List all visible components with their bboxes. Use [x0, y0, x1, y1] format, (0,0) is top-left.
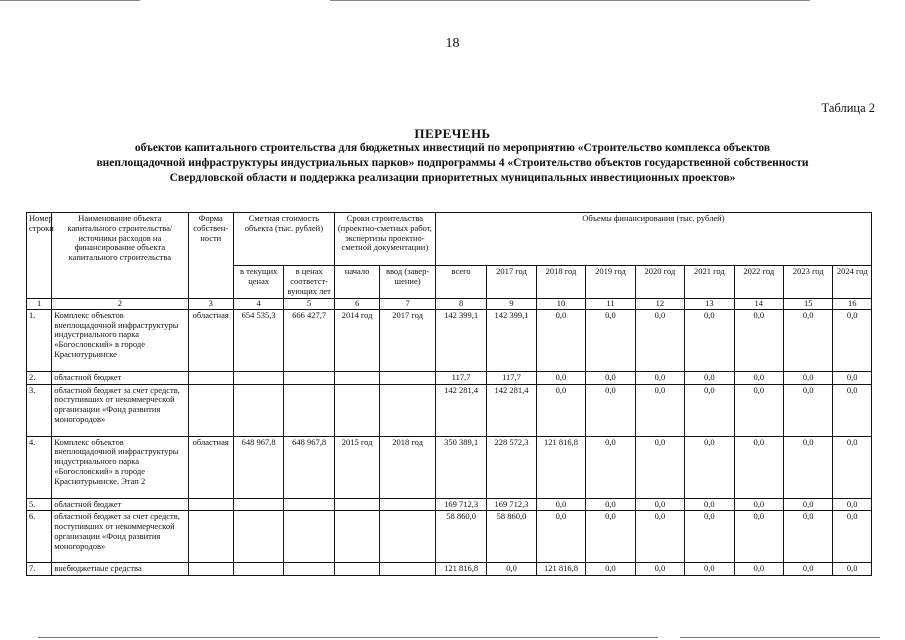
table-row [27, 384, 872, 436]
year-value-cell: 0,0 [833, 309, 872, 371]
cost-current-cell [233, 563, 283, 576]
cost-years-cell [284, 498, 334, 511]
total-cell: 350 389,1 [435, 436, 486, 498]
year-value-cell: 0,0 [685, 309, 734, 371]
end-cell: 2017 год [380, 309, 436, 371]
year-value-cell: 0,0 [536, 309, 585, 371]
ownership-cell: областная [188, 436, 233, 498]
header-year: 2018 год [536, 266, 585, 299]
total-cell: 142 399,1 [435, 309, 486, 371]
table-row [27, 309, 872, 371]
year-value-cell: 0,0 [635, 384, 684, 436]
year-value-cell: 0,0 [586, 384, 635, 436]
start-cell [334, 498, 379, 511]
object-name-cell: областной бюджет [52, 498, 188, 511]
header-year: 2020 год [635, 266, 684, 299]
column-number: 3 [188, 299, 233, 310]
year-value-cell: 0,0 [685, 371, 734, 384]
cost-years-cell [284, 371, 334, 384]
table-label: Таблица 2 [821, 101, 875, 115]
header-row-number: Номер строки [27, 213, 52, 299]
year-value-cell: 0,0 [536, 498, 585, 511]
scan-bottom-edge [0, 637, 905, 639]
year-value-cell: 0,0 [784, 436, 833, 498]
year-value-cell: 0,0 [635, 371, 684, 384]
year-value-cell: 0,0 [734, 371, 783, 384]
total-cell: 142 281,4 [435, 384, 486, 436]
title-heading: ПЕРЕЧЕНЬ [414, 126, 491, 141]
year-value-cell: 0,0 [586, 511, 635, 563]
start-cell [334, 384, 379, 436]
object-name-cell: Комплекс объектов внеплощадочной инфраструктуры индустриального парка «Богословский» в городе Краснотурьинске. Этап 2 [52, 436, 188, 498]
total-cell: 117,7 [435, 371, 486, 384]
object-name-cell: областной бюджет [52, 371, 188, 384]
header-corresponding-years: в ценах соответст-вующих лет [284, 266, 334, 299]
column-number: 10 [536, 299, 585, 310]
year-value-cell: 0,0 [833, 371, 872, 384]
row-number-cell: 2. [27, 371, 52, 384]
column-number: 2 [52, 299, 188, 310]
year-value-cell: 0,0 [685, 498, 734, 511]
end-cell: 2018 год [380, 436, 436, 498]
column-number: 6 [334, 299, 379, 310]
year-value-cell: 0,0 [784, 511, 833, 563]
cost-years-cell: 666 427,7 [284, 309, 334, 371]
cost-years-cell [284, 384, 334, 436]
column-number: 4 [233, 299, 283, 310]
ownership-cell [188, 511, 233, 563]
row-number-cell: 3. [27, 384, 52, 436]
year-value-cell: 0,0 [784, 498, 833, 511]
header-object-name: Наименование объекта капитального строительства/ источники расходов на финансирование объекта капитального строительства [52, 213, 188, 299]
object-name-cell: областной бюджет за счет средств, поступивших от некоммерческой организации «Фонд развития моногородов» [52, 384, 188, 436]
header-year: 2017 год [487, 266, 536, 299]
year-value-cell: 0,0 [784, 563, 833, 576]
column-number-row [27, 299, 872, 310]
total-cell: 121 816,8 [435, 563, 486, 576]
cost-current-cell [233, 371, 283, 384]
cost-current-cell: 648 967,8 [233, 436, 283, 498]
header-ownership: Форма собствен-ности [188, 213, 233, 299]
ownership-cell [188, 384, 233, 436]
year-value-cell: 0,0 [833, 384, 872, 436]
cost-years-cell: 648 967,8 [284, 436, 334, 498]
year-value-cell: 0,0 [734, 436, 783, 498]
year-value-cell: 142 281,4 [487, 384, 536, 436]
column-number: 12 [635, 299, 684, 310]
document-title [0, 126, 905, 186]
column-number: 9 [487, 299, 536, 310]
header-commissioning: ввод (завер-шение) [380, 266, 436, 299]
header-start: начало [334, 266, 379, 299]
page-number: 18 [445, 36, 460, 51]
header-construction-period: Сроки строительства (проектно-сметных работ, экспертизы проектно-сметной документации) [334, 213, 435, 266]
row-number-cell: 1. [27, 309, 52, 371]
title-line-3: Свердловской области и поддержка реализации приоритетных муниципальных инвестиционных проектов» [169, 172, 736, 184]
year-value-cell: 0,0 [734, 309, 783, 371]
year-value-cell: 0,0 [784, 309, 833, 371]
year-value-cell: 0,0 [833, 498, 872, 511]
table-row [27, 436, 872, 498]
year-value-cell: 169 712,3 [487, 498, 536, 511]
table-row [27, 371, 872, 384]
cost-current-cell [233, 384, 283, 436]
row-number-cell: 4. [27, 436, 52, 498]
cost-current-cell [233, 511, 283, 563]
column-number: 11 [586, 299, 635, 310]
title-line-2: внеплощадочной инфраструктуры индустриальных парков» подпрограммы 4 «Строительство объектов государственной собственности [96, 157, 809, 169]
end-cell [380, 384, 436, 436]
end-cell [380, 511, 436, 563]
header-year: 2019 год [586, 266, 635, 299]
year-value-cell: 0,0 [833, 563, 872, 576]
header-year: 2021 год [685, 266, 734, 299]
column-number: 7 [380, 299, 436, 310]
start-cell [334, 563, 379, 576]
year-value-cell: 0,0 [734, 563, 783, 576]
table-row [27, 511, 872, 563]
ownership-cell [188, 563, 233, 576]
start-cell [334, 511, 379, 563]
year-value-cell: 0,0 [833, 436, 872, 498]
year-value-cell: 0,0 [734, 498, 783, 511]
year-value-cell: 0,0 [784, 371, 833, 384]
header-year: 2024 год [833, 266, 872, 299]
ownership-cell: областная [188, 309, 233, 371]
capital-construction-table [26, 212, 872, 576]
object-name-cell: Комплекс объектов внеплощадочной инфраструктуры индустриального парка «Богословский» в городе Краснотурьинске [52, 309, 188, 371]
total-cell: 169 712,3 [435, 498, 486, 511]
end-cell [380, 563, 436, 576]
year-value-cell: 0,0 [784, 384, 833, 436]
year-value-cell: 0,0 [586, 563, 635, 576]
year-value-cell: 117,7 [487, 371, 536, 384]
column-number: 16 [833, 299, 872, 310]
row-number-cell: 6. [27, 511, 52, 563]
year-value-cell: 0,0 [685, 563, 734, 576]
row-number-cell: 5. [27, 498, 52, 511]
start-cell: 2014 год [334, 309, 379, 371]
title-line-1: объектов капитального строительства для бюджетных инвестиций по мероприятию «Строительство комплекса объектов [134, 142, 771, 154]
end-cell [380, 498, 436, 511]
column-number: 14 [734, 299, 783, 310]
cost-years-cell [284, 563, 334, 576]
year-value-cell: 0,0 [635, 309, 684, 371]
year-value-cell: 0,0 [536, 371, 585, 384]
year-value-cell: 0,0 [487, 563, 536, 576]
table-row [27, 563, 872, 576]
year-value-cell: 0,0 [685, 436, 734, 498]
year-value-cell: 0,0 [586, 498, 635, 511]
year-value-cell: 0,0 [586, 309, 635, 371]
cost-years-cell [284, 511, 334, 563]
header-estimated-cost: Сметная стоимость объекта (тыс. рублей) [233, 213, 334, 266]
object-name-cell: внебюджетные средства [52, 563, 188, 576]
year-value-cell: 0,0 [635, 511, 684, 563]
object-name-cell: областной бюджет за счет средств, поступивших от некоммерческой организации «Фонд развития моногородов» [52, 511, 188, 563]
total-cell: 58 860,0 [435, 511, 486, 563]
column-number: 8 [435, 299, 486, 310]
year-value-cell: 121 816,8 [536, 563, 585, 576]
column-number: 15 [784, 299, 833, 310]
year-value-cell: 0,0 [734, 384, 783, 436]
column-number: 13 [685, 299, 734, 310]
year-value-cell: 0,0 [685, 384, 734, 436]
year-value-cell: 121 816,8 [536, 436, 585, 498]
start-cell [334, 371, 379, 384]
year-value-cell: 0,0 [685, 511, 734, 563]
header-total: всего [435, 266, 486, 299]
table-body [27, 299, 872, 576]
year-value-cell: 0,0 [734, 511, 783, 563]
column-number: 5 [284, 299, 334, 310]
year-value-cell: 0,0 [635, 436, 684, 498]
year-value-cell: 0,0 [586, 436, 635, 498]
year-value-cell: 0,0 [536, 384, 585, 436]
year-value-cell: 0,0 [635, 563, 684, 576]
year-value-cell: 0,0 [833, 511, 872, 563]
year-value-cell: 58 860,0 [487, 511, 536, 563]
year-value-cell: 0,0 [586, 371, 635, 384]
year-value-cell: 0,0 [536, 511, 585, 563]
start-cell: 2015 год [334, 436, 379, 498]
ownership-cell [188, 371, 233, 384]
year-value-cell: 0,0 [635, 498, 684, 511]
cost-current-cell: 654 535,3 [233, 309, 283, 371]
row-number-cell: 7. [27, 563, 52, 576]
ownership-cell [188, 498, 233, 511]
header-year: 2022 год [734, 266, 783, 299]
header-current-prices: в текущих ценах [233, 266, 283, 299]
header-row-1 [27, 213, 872, 266]
scan-top-edge [0, 0, 905, 2]
year-value-cell: 142 399,1 [487, 309, 536, 371]
year-value-cell: 228 572,3 [487, 436, 536, 498]
end-cell [380, 371, 436, 384]
header-financing: Объемы финансирования (тыс. рублей) [435, 213, 871, 266]
column-number: 1 [27, 299, 52, 310]
cost-current-cell [233, 498, 283, 511]
header-year: 2023 год [784, 266, 833, 299]
table-row [27, 498, 872, 511]
